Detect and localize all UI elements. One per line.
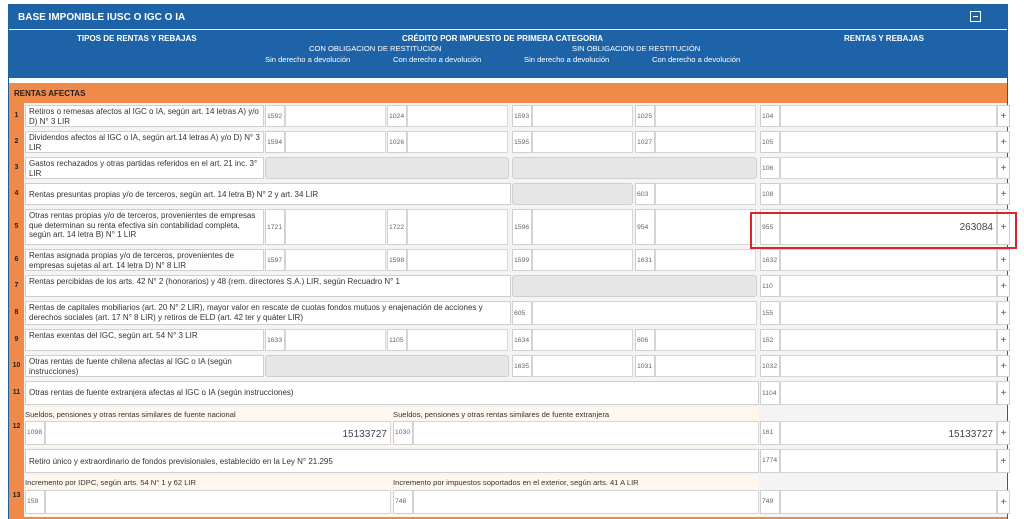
field-code: 108	[762, 191, 774, 198]
row13-code-a-box	[25, 490, 45, 514]
field-code: 603	[637, 191, 649, 198]
col4-input[interactable]	[655, 183, 756, 205]
row12-label-a: Sueldos, pensiones y otras rentas similares de fuente nacional	[25, 410, 236, 419]
field-code: 1098	[27, 429, 43, 436]
rentas-input[interactable]	[780, 105, 997, 127]
row-description: Rentas de capitales mobiliarios (art. 20 N° 2 LIR), mayor valor en rescate de cuotas fondos mutuos y enajenación de acciones y derechos sociales (art. 17 N° 8 LIR) y retiros de ELD (art. 42 ter y quáter LIR)	[25, 301, 511, 325]
table-row-7	[9, 273, 1007, 299]
row-description: Retiro único y extraordinario de fondos previsionales, establecido en la Ley N° 21.295	[25, 449, 759, 473]
field-code: 1722	[389, 224, 405, 231]
rentas-code-box	[760, 105, 780, 127]
col3-input[interactable]	[532, 105, 633, 127]
sin-derecho-header-2: Sin derecho a devolución	[524, 55, 610, 64]
expand-plus-button[interactable]: +	[997, 421, 1010, 445]
col1-input[interactable]	[285, 329, 386, 351]
col3-input[interactable]	[532, 329, 633, 351]
field-code: 748	[395, 498, 407, 505]
row12-code-b-box	[393, 421, 413, 445]
row-description: Rentas asignada propias y/o de terceros, provenientes de empresas sujetas al art. 14 letra D) N° 8 LIR	[25, 249, 264, 271]
col2-code-box	[387, 249, 407, 271]
field-code: 749	[762, 498, 774, 505]
field-code: 1594	[267, 139, 283, 146]
col2-input[interactable]	[407, 209, 508, 245]
row13-input-b[interactable]	[413, 490, 759, 514]
table-row-6	[9, 247, 1007, 273]
field-code: 1599	[514, 257, 530, 264]
col1-input[interactable]	[285, 249, 386, 271]
field-code: 161	[762, 429, 774, 436]
col2-code-box	[387, 131, 407, 153]
col1-code-box	[265, 105, 285, 127]
col4-code-box	[635, 329, 655, 351]
field-code: 1632	[762, 257, 778, 264]
row-number: 5	[9, 207, 24, 247]
row12-input-a[interactable]: 15133727	[45, 421, 391, 445]
row-description: Otras rentas de fuente chilena afectas al IGC o IA (según instrucciones)	[25, 355, 264, 377]
collapse-icon[interactable]	[970, 11, 981, 22]
field-code: 106	[762, 165, 774, 172]
field-code: 1025	[637, 113, 653, 120]
field-code: 1031	[637, 363, 653, 370]
field-code: 1721	[267, 224, 283, 231]
field-code: 1635	[514, 363, 530, 370]
field-code: 1592	[267, 113, 283, 120]
row-number: 11	[9, 379, 24, 407]
col3-input[interactable]	[532, 301, 757, 325]
row-number: 6	[9, 247, 24, 273]
rentas-code-box	[760, 249, 780, 271]
disabled-field	[512, 183, 633, 205]
row13-label-a: Incremento por IDPC, según arts. 54 N° 1 y 62 LIR	[25, 478, 197, 487]
field-code: 1593	[514, 113, 530, 120]
col-rentas-header: RENTAS Y REBAJAS	[844, 34, 925, 43]
table-row-9	[9, 327, 1007, 353]
field-code: 152	[762, 337, 774, 344]
field-code: 605	[514, 310, 526, 317]
field-code: 110	[762, 283, 773, 290]
column-header	[9, 30, 1007, 78]
col2-input[interactable]	[407, 131, 508, 153]
rentas-code-box	[760, 301, 780, 325]
row-number: 4	[9, 181, 24, 207]
col4-input[interactable]	[655, 209, 756, 245]
section-rentas-afectas: RENTAS AFECTAS	[9, 83, 1007, 103]
field-code: 1027	[637, 139, 653, 146]
rentas-code-box	[760, 183, 780, 205]
col1-code-box	[265, 329, 285, 351]
expand-plus-button[interactable]: +	[997, 329, 1010, 351]
field-code: 1030	[395, 429, 411, 436]
rentas-input[interactable]	[780, 355, 997, 377]
col4-input[interactable]	[655, 131, 756, 153]
col3-input[interactable]	[532, 355, 633, 377]
rentas-input[interactable]	[780, 381, 997, 405]
col3-input[interactable]	[532, 209, 633, 245]
col2-input[interactable]	[407, 249, 508, 271]
expand-plus-button[interactable]: +	[997, 157, 1010, 179]
expand-plus-button[interactable]: +	[997, 355, 1010, 377]
table-row-4	[9, 181, 1007, 207]
row-description: Rentas presuntas propias y/o de terceros, según art. 14 letra B) N° 2 y art. 34 LIR	[25, 183, 511, 205]
row-description: Dividendos afectos al IGC o IA, según art.14 letras A) y/o D) N° 3 LIR	[25, 131, 264, 153]
con-derecho-header-2: Con derecho a devolución	[652, 55, 741, 64]
col4-code-box	[635, 209, 655, 245]
row13-code-total-box	[760, 490, 780, 514]
panel-title: BASE IMPONIBLE IUSC O IGC O IA	[18, 12, 186, 23]
rentas-input[interactable]	[780, 183, 997, 205]
row-number: 10	[9, 353, 24, 379]
col2-input[interactable]	[407, 105, 508, 127]
rentas-code-box	[760, 381, 780, 405]
row-description: Otras rentas propias y/o de terceros, provenientes de empresas que determinan su renta efectiva sin contabilidad completa, según art. 14 letra B) N° 1 LIR	[25, 209, 264, 245]
table-row-2	[9, 129, 1007, 155]
expand-plus-button[interactable]: +	[997, 301, 1010, 325]
col2-input[interactable]	[407, 329, 508, 351]
row-number: 9	[9, 327, 24, 353]
col4-code-box	[635, 249, 655, 271]
row13-code-b-box	[393, 490, 413, 514]
col1-input[interactable]	[285, 209, 386, 245]
form-panel	[8, 4, 1008, 519]
expand-plus-button[interactable]: +	[997, 449, 1010, 473]
row12-code-total-box	[760, 421, 780, 445]
rentas-input[interactable]: 263084	[780, 209, 997, 245]
field-code: 606	[637, 337, 649, 344]
row-number: 7	[9, 273, 24, 299]
row13-input-a[interactable]	[45, 490, 391, 514]
col4-input[interactable]	[655, 329, 756, 351]
row-description: Rentas percibidas de los arts. 42 N° 2 (honorarios) y 48 (rem. directores S.A.) LIR, según Recuadro N° 1	[25, 275, 511, 297]
col3-code-box	[512, 301, 532, 325]
disabled-field	[265, 157, 509, 179]
field-code: 1596	[514, 224, 530, 231]
col4-code-box	[635, 355, 655, 377]
row-description: Otras rentas de fuente extranjera afectas al IGC o IA (según instrucciones)	[25, 381, 759, 405]
field-code: 1774	[762, 457, 778, 464]
rentas-input[interactable]	[780, 329, 997, 351]
field-code: 1634	[514, 337, 530, 344]
row-number: 8	[9, 299, 24, 327]
panel-titlebar	[9, 5, 1007, 29]
rentas-input[interactable]	[780, 157, 997, 179]
rentas-input[interactable]	[780, 249, 997, 271]
table-row-3	[9, 155, 1007, 181]
field-code: 105	[762, 139, 774, 146]
rentas-input[interactable]	[780, 275, 997, 297]
field-code: 1026	[389, 139, 405, 146]
col-tipos-header: TIPOS DE RENTAS Y REBAJAS	[77, 34, 197, 43]
disabled-field	[512, 157, 757, 179]
row-number: 12	[9, 407, 24, 447]
field-code: 1597	[267, 257, 283, 264]
field-code: 1105	[389, 337, 404, 344]
field-code: 955	[762, 224, 774, 231]
rentas-code-box	[760, 131, 780, 153]
row-number-empty	[9, 447, 24, 475]
expand-plus-button[interactable]: +	[997, 275, 1010, 297]
rentas-code-box	[760, 355, 780, 377]
field-code: 1024	[389, 113, 405, 120]
row12-input-total[interactable]: 15133727	[780, 421, 997, 445]
field-code: 1598	[389, 257, 405, 264]
col4-input[interactable]	[655, 249, 756, 271]
expand-plus-button[interactable]: +	[997, 209, 1010, 245]
col3-code-box	[512, 249, 532, 271]
row-description: Retiros o remesas afectos al IGC o IA, según art. 14 letras A) y/o D) N° 3 LIR	[25, 105, 264, 127]
field-code: 1032	[762, 363, 778, 370]
table-row-10	[9, 353, 1007, 379]
sin-derecho-header-1: Sin derecho a devolución	[265, 55, 351, 64]
col4-code-box	[635, 131, 655, 153]
rentas-input[interactable]	[780, 301, 997, 325]
col4-code-box	[635, 105, 655, 127]
col3-code-box	[512, 105, 532, 127]
expand-plus-button[interactable]: +	[997, 183, 1010, 205]
col3-input[interactable]	[532, 249, 633, 271]
rentas-code-box	[760, 329, 780, 351]
row12-label-b: Sueldos, pensiones y otras rentas similares de fuente extranjera	[393, 410, 610, 419]
col1-code-box	[265, 131, 285, 153]
row-number: 1	[9, 103, 24, 129]
table-row-13	[9, 475, 1007, 517]
col3-code-box	[512, 355, 532, 377]
row13-input-total[interactable]	[780, 490, 997, 514]
row13-label-b: Incremento por impuestos soportados en el exterior, según arts. 41 A LIR	[393, 478, 639, 487]
row-number: 2	[9, 129, 24, 155]
col4-input[interactable]	[655, 105, 756, 127]
row-description: Rentas exentas del IGC, según art. 54 N° 3 LIR	[25, 329, 264, 351]
con-obligacion-header: CON OBLIGACION DE RESTITUCIÓN	[309, 44, 442, 53]
row-retiro-code-box	[760, 449, 780, 473]
field-code: 1631	[637, 257, 653, 264]
col4-code-box	[635, 183, 655, 205]
field-code: 159	[27, 498, 39, 505]
expand-plus-button[interactable]: +	[997, 381, 1010, 405]
col2-code-box	[387, 105, 407, 127]
col1-input[interactable]	[285, 105, 386, 127]
table-row-retiro	[9, 447, 1007, 475]
field-code: 104	[762, 113, 774, 120]
expand-plus-button[interactable]: +	[997, 105, 1010, 127]
disabled-field	[265, 355, 509, 377]
col3-code-box	[512, 131, 532, 153]
field-code: 155	[762, 310, 774, 317]
table-row-1	[9, 103, 1007, 129]
col2-code-box	[387, 209, 407, 245]
col3-code-box	[512, 209, 532, 245]
sin-obligacion-header: SIN OBLIGACION DE RESTITUCIÓN	[572, 44, 701, 53]
rentas-input[interactable]	[780, 131, 997, 153]
row-number: 13	[9, 475, 24, 517]
row12-input-b[interactable]	[413, 421, 759, 445]
field-code: 954	[637, 224, 649, 231]
field-code: 1595	[514, 139, 530, 146]
col3-input[interactable]	[532, 131, 633, 153]
col1-code-box	[265, 249, 285, 271]
table-row-12	[9, 407, 1007, 447]
highlight-box	[750, 212, 1017, 249]
rentas-code-box	[760, 275, 780, 297]
col3-code-box	[512, 329, 532, 351]
row-number: 3	[9, 155, 24, 181]
expand-plus-button[interactable]: +	[997, 131, 1010, 153]
field-code: 1633	[267, 337, 283, 344]
rentas-code-box	[760, 157, 780, 179]
row12-code-a-box	[25, 421, 45, 445]
table-row-8	[9, 299, 1007, 327]
row-retiro-input[interactable]	[780, 449, 997, 473]
table-row-11	[9, 379, 1007, 407]
expand-plus-button[interactable]: +	[997, 249, 1010, 271]
row-description: Gastos rechazados y otras partidas referidos en el art. 21 inc. 3° LIR	[25, 157, 264, 179]
col1-input[interactable]	[285, 131, 386, 153]
col2-code-box	[387, 329, 407, 351]
disabled-field	[512, 275, 757, 297]
col-credito-header: CRÉDITO POR IMPUESTO DE PRIMERA CATEGORIA	[402, 34, 604, 43]
expand-plus-button[interactable]: +	[997, 490, 1010, 514]
field-code: 1104	[762, 390, 777, 397]
col1-code-box	[265, 209, 285, 245]
con-derecho-header-1: Con derecho a devolución	[393, 55, 482, 64]
col4-input[interactable]	[655, 355, 756, 377]
